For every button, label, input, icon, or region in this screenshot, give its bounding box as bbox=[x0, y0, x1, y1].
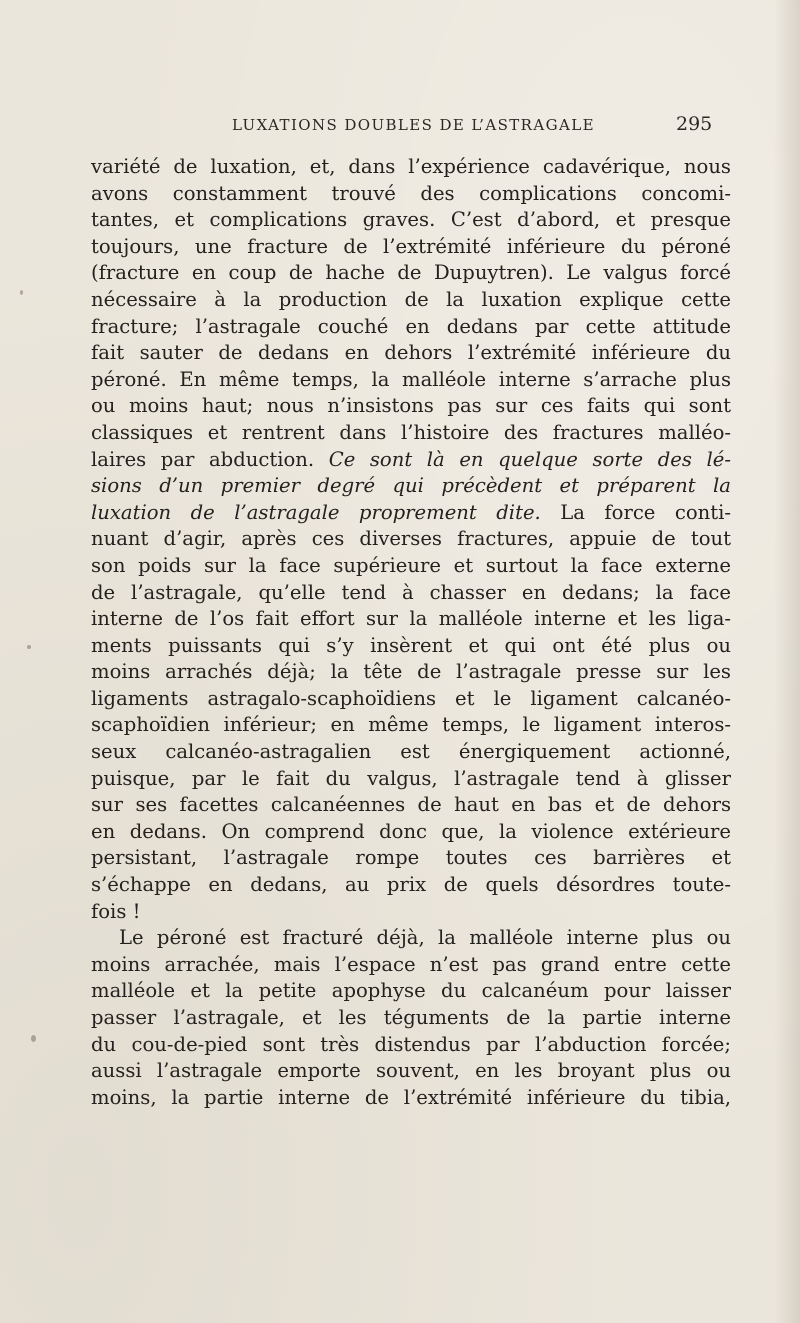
text-line: aussi l’astragale emporte souvent, en les broyant plus ou bbox=[91, 1059, 731, 1083]
italic-text-run: luxation de l’astragale proprement dite. bbox=[91, 500, 541, 524]
italic-text-run: Ce sont là en quelque sorte des lé- bbox=[328, 447, 731, 471]
text-run: laires par abduction. bbox=[91, 447, 315, 471]
text-line: moins, la partie interne de l’extrémité inférieure du tibia, bbox=[91, 1085, 731, 1109]
text-line: péroné. En même temps, la malléole interne s’arrache plus bbox=[91, 367, 731, 391]
text-line: ligaments astragalo-scaphoïdiens et le ligament calcanéo- bbox=[91, 686, 731, 710]
text-line: de l’astragale, qu’elle tend à chasser en dedans; la face bbox=[91, 580, 731, 604]
text-line: son poids sur la face supérieure et surtout la face externe bbox=[91, 553, 731, 577]
text-line: moins arrachés déjà; la tête de l’astragale presse sur les bbox=[91, 660, 731, 684]
text-line: scaphoïdien inférieur; en même temps, le ligament interos- bbox=[91, 713, 731, 737]
text-line: ments puissants qui s’y insèrent et qui ont été plus ou bbox=[91, 633, 731, 657]
text-line: du cou-de-pied sont très distendus par l’abduction forcée; bbox=[91, 1032, 731, 1056]
text-line bbox=[91, 500, 731, 527]
page-edge-shadow bbox=[774, 0, 800, 1323]
text-line: toujours, une fracture de l’extrémité inférieure du péroné bbox=[91, 234, 731, 258]
text-line: en dedans. On comprend donc que, la violence extérieure bbox=[91, 819, 731, 843]
text-line: avons constamment trouvé des complications concomi- bbox=[91, 181, 731, 205]
text-line: puisque, par le fait du valgus, l’astragale tend à glisser bbox=[91, 766, 731, 790]
text-line: malléole et la petite apophyse du calcanéum pour laisser bbox=[91, 979, 731, 1003]
text-line: sur ses facettes calcanéennes de haut en bas et de dehors bbox=[91, 793, 731, 817]
text-line: fracture; l’astragale couché en dedans par cette attitude bbox=[91, 314, 731, 338]
running-title: LUXATIONS DOUBLES DE L’ASTRAGALE bbox=[232, 116, 595, 134]
text-line bbox=[91, 447, 731, 474]
page-header bbox=[0, 113, 800, 140]
text-line: nécessaire à la production de la luxation explique cette bbox=[91, 287, 731, 311]
text-line: tantes, et complications graves. C’est d’abord, et presque bbox=[91, 208, 731, 232]
ink-speck bbox=[20, 290, 23, 295]
text-line: seux calcanéo-astragalien est énergiquement actionné, bbox=[91, 740, 731, 764]
text-line: passer l’astragale, et les téguments de la partie interne bbox=[91, 1006, 731, 1029]
text-line: classiques et rentrent dans l’histoire des fractures malléo- bbox=[91, 420, 731, 444]
text-line: fois ! bbox=[91, 899, 141, 923]
text-line: persistant, l’astragale rompe toutes ces barrières et bbox=[91, 846, 731, 870]
page-number: 295 bbox=[676, 113, 713, 135]
text-line: ou moins haut; nous n’insistons pas sur ces faits qui sont bbox=[91, 394, 731, 418]
text-run: La force conti- bbox=[560, 500, 731, 524]
ink-speck bbox=[27, 645, 31, 649]
text-line: nuant d’agir, après ces diverses fractures, appuie de tout bbox=[91, 527, 731, 551]
text-line: moins arrachée, mais l’espace n’est pas grand entre cette bbox=[91, 952, 731, 976]
text-line: s’échappe en dedans, au prix de quels désordres toute- bbox=[91, 873, 731, 897]
text-line: (fracture en coup de hache de Dupuytren). Le valgus forcé bbox=[91, 261, 731, 285]
text-line: interne de l’os fait effort sur la malléole interne et les liga- bbox=[91, 607, 731, 631]
body-text bbox=[91, 154, 731, 1111]
ink-speck bbox=[31, 1035, 36, 1042]
text-line: fait sauter de dedans en dehors l’extrémité inférieure du bbox=[91, 341, 731, 365]
italic-text-line: sions d’un premier degré qui précèdent et préparent la bbox=[91, 474, 731, 498]
paragraph-first-line: Le péroné est fracturé déjà, la malléole interne plus ou bbox=[119, 926, 731, 950]
text-line: variété de luxation, et, dans l’expérience cadavérique, nous bbox=[91, 155, 731, 178]
